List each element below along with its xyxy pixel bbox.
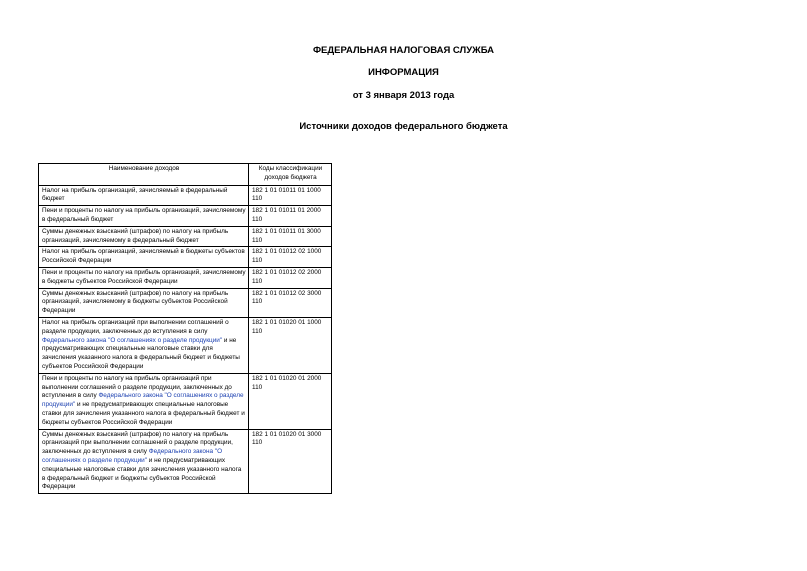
federal-law-link[interactable]: Федерального закона "О соглашениях о разделе продукции" bbox=[42, 448, 223, 464]
revenue-code: 182 1 01 01020 01 1000 110 bbox=[249, 317, 332, 373]
revenue-code: 182 1 01 01012 02 2000 110 bbox=[249, 267, 332, 288]
revenue-name-start: Пени и проценты по налогу на прибыль организаций при выполнении соглашений о разделе продукции, заключенных до вступления в силу bbox=[42, 374, 232, 400]
table-row bbox=[39, 206, 332, 227]
federal-law-link[interactable]: Федерального закона "О соглашениях о разделе продукции" bbox=[42, 336, 223, 344]
revenue-name-end: и не предусматривающих специальные налоговые ставки для зачисления указанного налога в федеральный бюджет и бюджеты субъектов Российской Федерации bbox=[42, 401, 245, 426]
revenue-name-end: и не предусматривающих специальные налоговые ставки для зачисления указанного налога в федеральный бюджет и бюджеты субъектов Российской Федерации bbox=[42, 456, 242, 491]
document-title: Источники доходов федерального бюджета bbox=[299, 121, 508, 132]
table-row bbox=[39, 429, 332, 494]
revenue-name-start: Налог на прибыль организаций при выполнении соглашений о разделе продукции, заключенных до вступления в силу bbox=[42, 318, 229, 335]
revenue-name: Пени и проценты по налогу на прибыль организаций, зачисляемому в бюджеты субъектов Российской Федерации bbox=[39, 267, 249, 288]
table-row bbox=[39, 185, 332, 206]
table-row bbox=[39, 267, 332, 288]
revenue-code: 182 1 01 01020 01 3000 110 bbox=[249, 429, 332, 494]
revenue-name-end: и не предусматривающих специальные налоговые ставки для зачисления указанного налога в федеральный бюджет и бюджеты субъектов Российской Федерации bbox=[42, 336, 240, 370]
revenue-sources-table bbox=[38, 163, 332, 494]
revenue-name bbox=[39, 317, 249, 373]
table-row bbox=[39, 317, 332, 373]
document-type-heading: ИНФОРМАЦИЯ bbox=[368, 67, 439, 78]
revenue-name bbox=[39, 373, 249, 429]
column-header-name: Наименование доходов bbox=[39, 164, 249, 186]
revenue-code: 182 1 01 01011 01 1000 110 bbox=[249, 185, 332, 206]
revenue-name bbox=[39, 429, 249, 494]
revenue-name: Налог на прибыль организаций, зачисляемый в федеральный бюджет bbox=[39, 185, 249, 206]
revenue-name: Пени и проценты по налогу на прибыль организаций, зачисляемому в федеральный бюджет bbox=[39, 206, 249, 227]
revenue-name: Налог на прибыль организаций, зачисляемый в бюджеты субъектов Российской Федерации bbox=[39, 247, 249, 268]
revenue-name: Суммы денежных взысканий (штрафов) по налогу на прибыль организаций, зачисляемому в бюджеты субъектов Российской Федерации bbox=[39, 288, 249, 317]
revenue-name-start: Суммы денежных взысканий (штрафов) по налогу на прибыль организаций при выполнении соглашений о разделе продукции, заключенных до вступления в силу bbox=[42, 430, 233, 456]
table-header-row bbox=[39, 164, 332, 186]
table-row bbox=[39, 226, 332, 247]
revenue-name: Суммы денежных взысканий (штрафов) по налогу на прибыль организаций, зачисляемому в федеральный бюджет bbox=[39, 226, 249, 247]
federal-law-link[interactable]: Федерального закона "О соглашениях о разделе продукции" bbox=[42, 392, 244, 409]
agency-heading: ФЕДЕРАЛЬНАЯ НАЛОГОВАЯ СЛУЖБА bbox=[312, 45, 495, 56]
table-row bbox=[39, 247, 332, 268]
revenue-code: 182 1 01 01012 02 1000 110 bbox=[249, 247, 332, 268]
revenue-code: 182 1 01 01012 02 3000 110 bbox=[249, 288, 332, 317]
revenue-code: 182 1 01 01011 01 2000 110 bbox=[249, 206, 332, 227]
column-header-code: Коды классификации доходов бюджета bbox=[249, 164, 332, 186]
document-date: от 3 января 2013 года bbox=[352, 90, 455, 101]
table-row bbox=[39, 373, 332, 429]
table-row bbox=[39, 288, 332, 317]
revenue-code: 182 1 01 01020 01 2000 110 bbox=[249, 373, 332, 429]
revenue-code: 182 1 01 01011 01 3000 110 bbox=[249, 226, 332, 247]
